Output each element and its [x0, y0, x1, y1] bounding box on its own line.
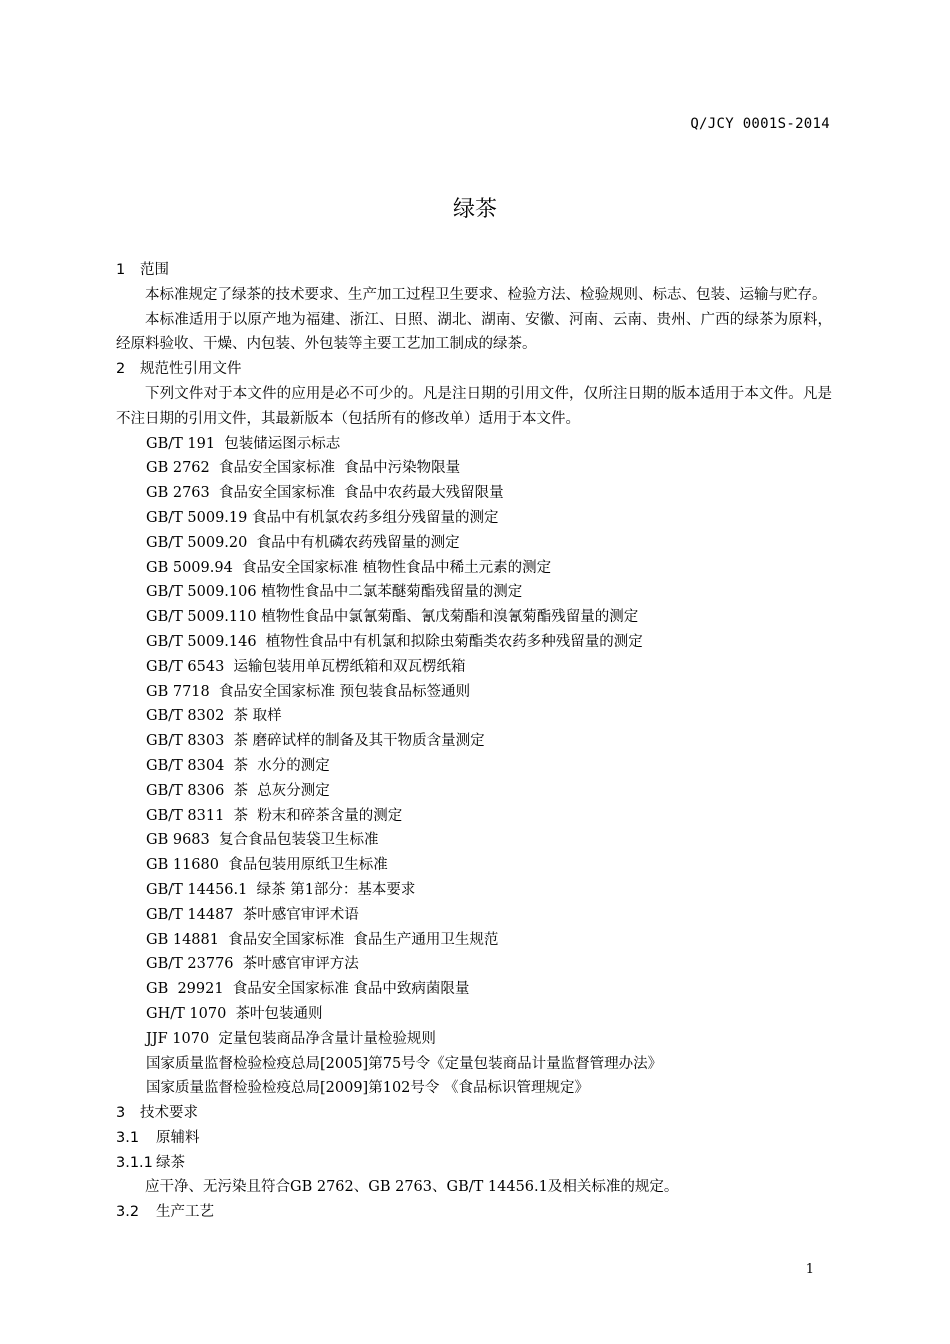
- reference-item: GB 5009.94 食品安全国家标准 植物性食品中稀土元素的测定: [146, 559, 552, 576]
- reference-item: GB 14881 食品安全国家标准 食品生产通用卫生规范: [146, 931, 499, 948]
- reference-list: [116, 432, 832, 1102]
- reference-item: GB 29921 食品安全国家标准 食品中致病菌限量: [146, 981, 470, 998]
- section-number: 3.1: [116, 1129, 140, 1146]
- reference-item: GB/T 8311 茶 粉末和碎茶含量的测定: [146, 807, 403, 824]
- page-number: 1: [805, 1262, 814, 1277]
- reference-item: GB/T 5009.106 植物性食品中二氯苯醚菊酯残留量的测定: [146, 584, 523, 601]
- section-heading-3-2: [116, 1200, 832, 1225]
- section-title: 技术要求: [140, 1105, 198, 1122]
- reference-item: GB/T 191 包装储运图示标志: [146, 435, 341, 452]
- reference-item: GB/T 8302 茶 取样: [146, 708, 282, 725]
- section-title: 绿茶: [156, 1154, 185, 1171]
- paragraph-references-intro: 下列文件对于本文件的应用是必不可少的。凡是注日期的引用文件，仅所注日期的版本适用于本文件。凡是不注日期的引用文件，其最新版本（包括所有的修改单）适用于本文件。: [116, 385, 832, 427]
- reference-item: GB 11680 食品包装用原纸卫生标准: [146, 857, 388, 874]
- paragraph-scope-2: 本标准适用于以原产地为福建、浙江、日照、湖北、湖南、安徽、河南、云南、贵州、广西的绿茶为原料，经原料验收、干燥、内包装、外包装等主要工艺加工制成的绿茶。: [116, 311, 832, 353]
- section-heading-2: [116, 357, 832, 382]
- document-number: Q/JCY 0001S-2014: [690, 116, 830, 132]
- section-heading-1: [116, 258, 832, 283]
- reference-item: GB/T 5009.20 食品中有机磷农药残留量的测定: [146, 534, 460, 551]
- section-title: 生产工艺: [156, 1204, 214, 1221]
- reference-item: GB/T 8304 茶 水分的测定: [146, 757, 330, 774]
- reference-item: GB 2763 食品安全国家标准 食品中农药最大残留限量: [146, 485, 504, 502]
- section-number: 3.2: [116, 1204, 140, 1221]
- document-body: [116, 258, 832, 1225]
- reference-item: GB 7718 食品安全国家标准 预包装食品标签通则: [146, 683, 471, 700]
- reference-item: GH/T 1070 茶叶包装通则: [146, 1005, 323, 1022]
- section-title: 原辅料: [156, 1129, 200, 1146]
- document-title: 绿茶: [452, 197, 497, 222]
- reference-item: GB 9683 复合食品包装袋卫生标准: [146, 832, 379, 849]
- paragraph-green-tea-requirement: 应干净、无污染且符合GB 2762、GB 2763、GB/T 14456.1及相关标准的规定。: [145, 1179, 679, 1196]
- reference-item: GB/T 14456.1 绿茶 第1部分：基本要求: [146, 881, 416, 898]
- reference-item: JJF 1070 定量包装商品净含量计量检验规则: [146, 1030, 436, 1047]
- reference-item: GB/T 23776 茶叶感官审评方法: [146, 956, 359, 973]
- reference-item: GB/T 14487 茶叶感官审评术语: [146, 906, 359, 923]
- section-number: 1: [116, 262, 126, 278]
- reference-item: GB/T 5009.110 植物性食品中氯氰菊酯、氰戊菊酯和溴氰菊酯残留量的测定: [146, 609, 639, 626]
- reference-item: GB/T 8306 茶 总灰分测定: [146, 782, 330, 799]
- reference-item: GB/T 5009.19 食品中有机氯农药多组分残留量的测定: [146, 509, 499, 526]
- section-number: 3: [116, 1105, 126, 1122]
- section-heading-3: [116, 1101, 832, 1126]
- section-title: 规范性引用文件: [140, 361, 242, 378]
- reference-item: 国家质量监督检验检疫总局[2009]第102号令 《食品标识管理规定》: [146, 1080, 589, 1097]
- reference-item: GB/T 6543 运输包装用单瓦楞纸箱和双瓦楞纸箱: [146, 658, 466, 675]
- paragraph-scope-1: 本标准规定了绿茶的技术要求、生产加工过程卫生要求、检验方法、检验规则、标志、包装、运输与贮存。: [145, 286, 827, 303]
- section-title: 范围: [140, 262, 169, 278]
- section-number: 2: [116, 361, 126, 378]
- reference-item: GB/T 5009.146 植物性食品中有机氯和拟除虫菊酯类农药多种残留量的测定: [146, 633, 643, 650]
- reference-item: GB 2762 食品安全国家标准 食品中污染物限量: [146, 460, 461, 477]
- section-heading-3-1-1: [116, 1151, 832, 1176]
- section-number: 3.1.1: [116, 1154, 153, 1171]
- reference-item: GB/T 8303 茶 磨碎试样的制备及其干物质含量测定: [146, 733, 485, 750]
- section-heading-3-1: [116, 1126, 832, 1151]
- reference-item: 国家质量监督检验检疫总局[2005]第75号令《定量包装商品计量监督管理办法》: [146, 1055, 663, 1072]
